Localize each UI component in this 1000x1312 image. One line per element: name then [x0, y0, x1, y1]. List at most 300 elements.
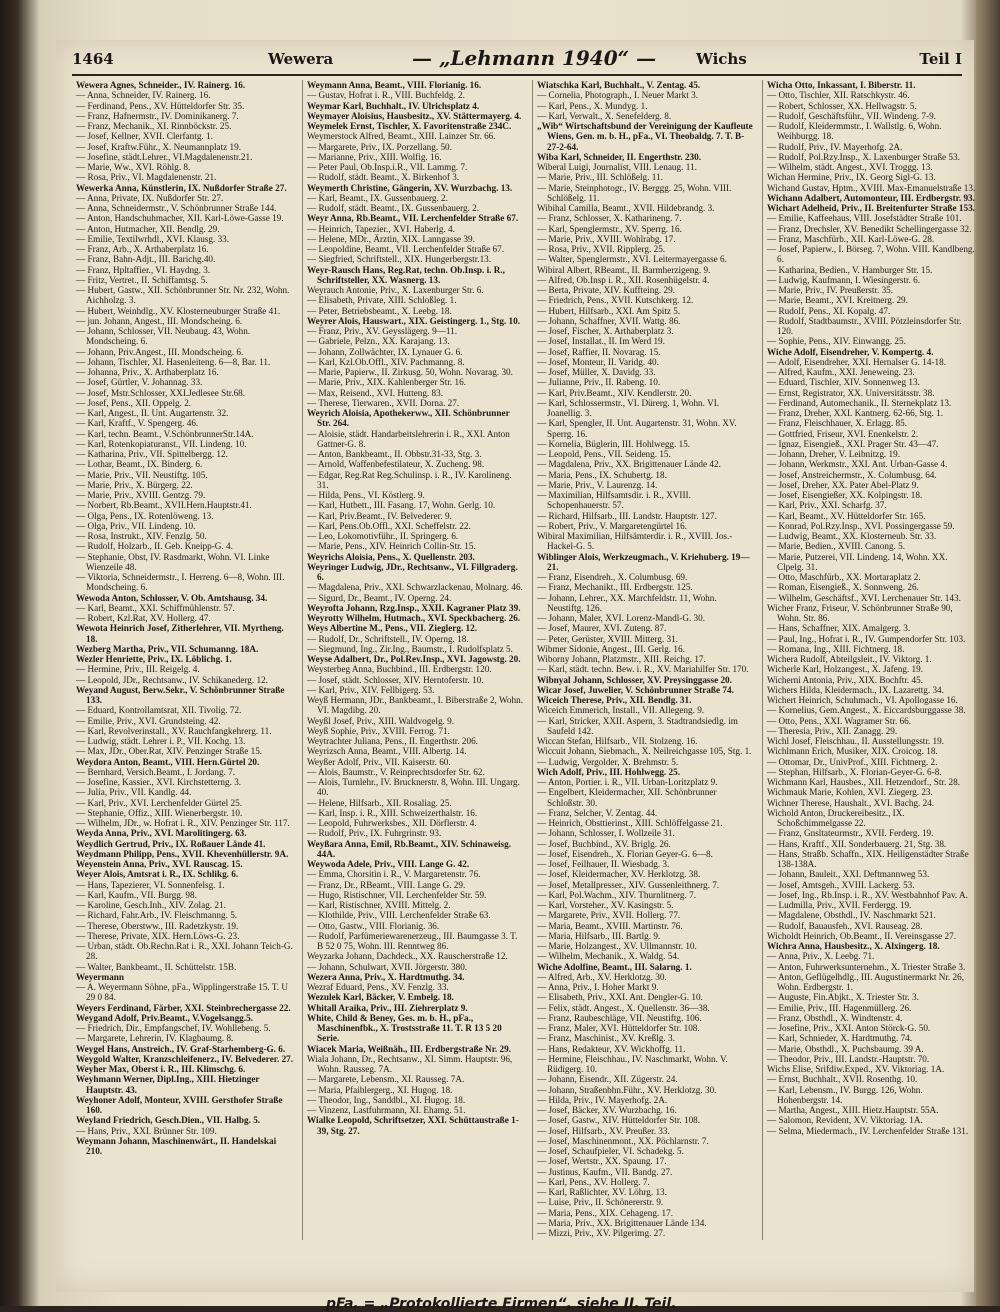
directory-entry: Wiacek Maria, Weißnäh., III. Erdbergstraße Nr. 29. — [307, 1043, 512, 1054]
directory-entry: — Karl, Kaufm., VII. Burgg. 98. — [76, 889, 197, 900]
directory-entry: — Helene, Hilfsarb., XII. Rosaliag. 25. — [307, 797, 452, 808]
directory-entry: Wicherni Antonia, Priv., XIX. Bochftr. 45. — [767, 674, 923, 685]
directory-columns — [72, 80, 976, 1240]
directory-entry: — Josef, Hilfsarb., XV. Preußer. 33. — [537, 1125, 670, 1136]
directory-entry: — Anna, Schneidermstr., V. Schönbrunner Straße 144. — [76, 203, 277, 213]
directory-entry: Weymerth Christine, Gängerin, XV. Wurzbachg. 13. — [307, 182, 513, 193]
directory-entry: — Josef, Gastw., XIV. Hütteldorfer Str. 108. — [537, 1115, 701, 1126]
directory-entry: — Vinzenz, Lastfuhrmann, XI. Ehamg. 51. — [307, 1105, 466, 1115]
directory-entry: — Josef, Maurer, XVI. Zuteng. 87. — [537, 623, 667, 634]
directory-entry: Weyrizsch Anna, Beamt., VIII. Albertg. 14. — [307, 746, 467, 757]
directory-entry: — Josefine, Kassier., XVI. Kirchstetterng. 3. — [76, 777, 242, 787]
directory-entry: — Margarete, Priv., XVII. Hollerg. 77. — [537, 910, 681, 921]
directory-entry: — Rudolf, Dr., Schriftstell., IV. Operng. 18. — [307, 633, 469, 644]
directory-entry: — Siegfried, Schriftstell., XIX. Hungerbergstr.13. — [307, 254, 492, 265]
directory-entry: Weyher Max, Oberst i. R., III. Klimschg. 6. — [76, 1064, 246, 1074]
directory-entry: — Gottfried, Friseur, XVI. Enenkelstr. 2. — [767, 428, 919, 439]
directory-entry: Weydora Anton, Beamt., VIII. Hern.Gürtel 20. — [76, 756, 260, 767]
directory-entry: Weyrofta Johann, Rzg.Insp., XXII. Kagraner Platz 39. — [307, 602, 521, 613]
directory-entry: — Richard, Hilfsarb., III. Landstr. Hauptstr. 127. — [537, 510, 717, 521]
directory-entry: Weymar Karl, Buchhalt., IV. Ulrichsplatz 4. — [307, 100, 480, 111]
directory-entry: Wibiral Maximilian, Hilfsämterdir. i. R., XVIII. Jos.-Hackel-G. 5. — [537, 531, 733, 552]
directory-entry: Weyrotty Wilhelm, Hutmach., XVI. Speckbacherg. 26. — [307, 613, 521, 623]
directory-entry: — Heinrich, Tapezier., XVI. Haberlg. 4. — [307, 223, 455, 234]
directory-entry: — Therese, Tierwaren., XVII. Dorna. 27. — [307, 397, 460, 408]
directory-entry: — Leopold, Fuhrwerksbes., XII. Dörflerstr. 4. — [307, 818, 477, 828]
directory-entry: — Anton, Handschuhmacher, XII. Karl-Löwe-Gasse 19. — [76, 213, 284, 224]
directory-entry: — Franz, Maschfürb., XII. Karl-Löwe-G. 28. — [767, 233, 935, 244]
directory-entry: — Karl, Spengler, II. Unt. Augartenstr. 31, Wohn. XV. Sperrg. 16. — [537, 418, 737, 439]
directory-entry: Wichmauk Marie, Kohlen, XVI. Ziegerg. 23. — [767, 787, 933, 798]
directory-entry: — Lothar, Beamt., IX. Binderg. 6. — [76, 459, 203, 470]
directory-entry: — Ignaz, Eisengieß., XXI. Prager Str. 43—47. — [767, 438, 939, 449]
directory-entry: — Karl, Rotenkopiaturanst., VII. Lindeng. 10. — [76, 438, 247, 449]
directory-entry: — Franz, Dr., RBeamt., VIII. Lange G. 29. — [307, 879, 466, 890]
directory-entry: — Anna, Priv., X. Leebg. 71. — [767, 951, 875, 962]
directory-entry: — Bernhard, Versich.Beamt., I. Jordang. 7. — [76, 766, 236, 777]
directory-entry: Wiceich Therese, Priv., XII. Bendlg. 31. — [537, 695, 692, 705]
directory-entry: — Olga, Pens., IX. Rotenlöweng. 13. — [76, 510, 214, 521]
directory-entry: Weyringer Ludwig, JDr., Rechtsanw., VI. Fillgraderg. 6. — [307, 561, 518, 582]
directory-entry: — Roman, Eisengieß., X. Sonnweng. 26. — [767, 582, 919, 593]
directory-entry: — Magdalene, Obsthdl., IV. Naschmarkt 521. — [767, 910, 936, 921]
directory-entry: — Emilie, Kaffeehaus, VIII. Josefstädter Straße 101. — [767, 213, 962, 224]
directory-entry: — Franz, Bahn-Adjt., III. Barichg.40. — [76, 254, 216, 265]
directory-entry: — Rosa, Priv., VI. Magdalenenstr. 21. — [76, 172, 217, 183]
directory-entry: — Hermine, Fleischhau., IV. Naschmarkt, Wohn. V. Rüdigerg. 10. — [537, 1053, 728, 1074]
directory-entry: — Konrad, Pol.Rzy.Insp., XVI. Possingergasse 59. — [767, 520, 955, 531]
directory-entry: Whitall Araika, Priv., III. Ziehrerplatz 9. — [307, 1002, 468, 1013]
directory-entry: Wichert Heinrich, Schuhmach., VI. Apollogasse 16. — [767, 695, 958, 705]
directory-entry: Weyenstein Anna, Priv., XVI. Rauscag. 15. — [76, 859, 243, 869]
directory-entry: Wezraf Eduard, Pens., XV. Fenzlg. 33. — [307, 982, 449, 992]
directory-entry: — Johann, Straßenbhn.Führ., XV. Herklotzg. 30. — [537, 1084, 717, 1095]
directory-entry: — Marie, Priv., XVIII. Gentzg. 79. — [76, 490, 206, 500]
directory-entry: — Hans, Kraftf., XII. Sonderbauerg. 21, Stg. 38. — [767, 838, 947, 849]
directory-entry: — Gustav, Hofrat i. R., VIII. Buchfeldg. 2. — [307, 90, 465, 101]
directory-entry: — Ludwig, Beamt., XX. Klosterneub. Str. 33. — [767, 531, 937, 541]
directory-entry: — Johann, Lehrer., XX. Marchfeldstr. 11, Wohn. Neustiftg. 126. — [537, 592, 717, 613]
directory-entry: — Edgar, Reg.Rat Reg.Schulinsp. i. R., IV. Karolineng. 31. — [307, 469, 512, 490]
directory-entry: — Eduard, Tischler, XIV. Sonnenweg 13. — [767, 377, 920, 388]
directory-entry: Wiberal Luigi, Journalist, VIII. Lenaug. 11. — [537, 162, 697, 172]
directory-entry: Weyrich Aloisia, Apothekerww., XII. Schönbrunner Str. 264. — [307, 408, 510, 429]
directory-entry: — Berta, Private, XIV. Kuffteing. 29. — [537, 285, 675, 295]
directory-entry: — Walter, Bankbeamt., II. Schüttelstr. 15B. — [76, 961, 237, 972]
footer-note: pFa. = „Protokollierte Firmen“, siehe II. Teil. — [326, 1296, 677, 1312]
directory-entry: — Marie, Priv., VII. Neustiftg. 105. — [76, 469, 208, 480]
directory-entry: — Hubert, Gastw., XII. Schönbrunner Str. Nr. 232, Wohn. Aichholzg. 3. — [76, 285, 290, 306]
directory-entry: Weyzarka Johann, Dachdeck., XX. Rauscherstraße 12. — [307, 951, 508, 962]
directory-entry: Wibmer Sidonie, Angest., III. Gerlg. 16. — [537, 643, 685, 654]
directory-entry: White, Child & Beney, Ges. m. b. H., pFa., Maschinenfbk., X. Trostsstraße 11. T. R 13 5 20 Serie. — [307, 1012, 502, 1044]
directory-entry: — Josef, Müller, X. Davidg. 33. — [537, 367, 656, 377]
directory-entry: — Sophie, Pens., XIV. Einwangg. 25. — [767, 336, 906, 347]
directory-entry: — Franz, Selcher, V. Zentag. 44. — [537, 807, 658, 818]
directory-entry: — Marie, Ww., XVI. Röhlg. 8. — [76, 162, 191, 172]
directory-entry: — Adolf, Eisendreher, XXI. Hernalser G. 14-18. — [767, 356, 946, 367]
directory-entry: Wichan Hermine, Priv., IX. Georg Sigl-G. 13. — [767, 172, 936, 183]
column-2 — [302, 80, 528, 1240]
directory-entry: Wichlmann Erich, Musiker, XIX. Croicog. 18. — [767, 746, 938, 757]
directory-entry: — Karl, Hutbett., III. Fasang. 17, Wohn. Gerlg. 10. — [307, 500, 496, 511]
directory-entry: — Rudolf, Bauausfeh., XVI. Rauseag. 28. — [767, 920, 923, 931]
directory-entry: — Ernst, Buchhalt., XVII. Rosenthg. 10. — [767, 1074, 918, 1085]
directory-entry: — Karl, Vorsteher., XV. Kasingstr. 5. — [537, 900, 674, 910]
directory-entry: — Hugo, Ristischner, VII. Lerchenfelder Str. 59. — [307, 889, 487, 900]
directory-entry: — Karl, Priv., XVI. Lerchenfelder Gürtel 25. — [76, 797, 242, 808]
directory-entry: — Paul, Ing., Hofrat i. R., IV. Gumpendorfer Str. 103. — [767, 633, 966, 644]
directory-entry: Weyr-Rausch Hans, Reg.Rat, techn. Ob.Insp. i. R., Schriftsteller, XX. Wasnerg. 13. — [307, 264, 505, 285]
directory-entry: Weymelek Ernst, Tischler, X. Favoritenstraße 234C. — [307, 121, 512, 131]
directory-entry: — Robert, Priv., V. Margaretengürtel 16. — [537, 520, 687, 531]
directory-entry: Weyse Adalbert, Dr., Pol.Rev.Insp., XVI. Jagowstg. 20. — [307, 654, 521, 664]
directory-entry: — Gabriele, Pelzn., XX. Karajang. 13. — [307, 336, 450, 347]
directory-entry: — Rudolf, städt. Beamt., IX. Gussenbauerg. 2. — [307, 203, 480, 213]
directory-entry: — Karl, Schnieder, X. Hardtmuthg. 74. — [767, 1033, 913, 1044]
directory-entry: — Franz, Drechsler, XV. Benedikt Schellingergasse 32. — [767, 223, 972, 234]
directory-entry: — Anna, Schneider, IV. Rainerg. 16. — [76, 90, 211, 101]
directory-entry: — Marie, Beamt., XVI. Kreitnerg. 29. — [767, 295, 908, 306]
directory-entry: — Franz, Mechanik., XI. Rinnböckstr. 25. — [76, 121, 232, 131]
directory-entry: — Hilda, Pens., VI. Köstlerg. 9. — [307, 490, 425, 500]
directory-entry: — Anna, Priv., I. Hoher Markt 9. — [537, 982, 659, 992]
directory-entry: — Maria, Pens., IX. Schubertg. 18. — [537, 469, 667, 480]
directory-entry: Wiba Karl, Schneider, II. Engerthstr. 230. — [537, 151, 702, 162]
directory-entry: — Maria, Beamt., XVIII. Martinstr. 76. — [537, 920, 683, 931]
directory-entry: — Johann, Tischler, XI. Hasenleiteng. 6—8, Bar. 11. — [76, 356, 271, 367]
directory-entry: — Romana, Ing., XIII. Fichtnerg. 18. — [767, 643, 905, 654]
directory-entry: Weyhmann Werner, Dipl.Ing., XIII. Hietzinger Hauptstr. 43. — [76, 1074, 260, 1095]
directory-entry: Weymayer Aloisius, Hausbesitz., XV. Stättermayerg. 4. — [307, 110, 522, 121]
directory-entry: Wibihal Camilla, Beamt., XVII. Hildebrandg. 3. — [537, 203, 715, 213]
directory-entry: — Josefine, städt.Lehrer., VI.Magdalenenstr.21. — [76, 151, 253, 162]
directory-entry: Wiche Adolfine, Beamt., III. Salarng. 1. — [537, 961, 692, 972]
directory-entry: — Auguste, Fin.Abjkt., X. Triester Str. 3. — [767, 992, 919, 1003]
directory-entry: — Friedrich, Dir., Empfangschef, IV. Wohllebeng. 5. — [76, 1023, 271, 1033]
directory-entry: — Johann, Priv.Angest., III. Mondscheing. 6. — [76, 346, 244, 357]
directory-entry: — Franz, Hafnermstr., IV. Dominikanerg. 7. — [76, 110, 239, 121]
column-1 — [72, 80, 297, 1240]
directory-entry: — Karl, Pens., XV. Hollerg. 7. — [537, 1176, 650, 1187]
directory-entry: — Rudolf, städt. Beamt., X. Birkenhof 3. — [307, 172, 460, 183]
directory-entry: — Marie, Papierw., II. Zirkusg. 50, Wohn. Novarag. 30. — [307, 367, 513, 377]
directory-entry: — Anton, Fuhrwerksunternehm., X. Triester Straße 3. — [767, 961, 966, 972]
directory-entry: — Marie, Pens., XIV. Heinrich Collin-Str. 15. — [307, 541, 476, 552]
directory-entry: — Sigurd, Dr., Beamt., IV. Operng. 24. — [307, 592, 452, 603]
directory-entry: Weyer Alois, Amtsrat i. R., IX. Schlikg. 6. — [76, 869, 239, 880]
directory-entry: — Margarete, Priv., IX. Porzellang. 50. — [307, 141, 452, 152]
directory-entry: Wezulek Karl, Bäcker, V. Embelg. 18. — [307, 992, 454, 1003]
directory-entry: — Ferdinand, Automechanik., II. Sternekplatz 13. — [767, 397, 952, 408]
directory-entry: — Karl, Kraftf., V. Spengerg. 46. — [76, 418, 199, 429]
directory-entry: Weyrer Alois, Hauswart., XIX. Geistingerg. 1., Stg. 10. — [307, 315, 521, 326]
directory-entry: — Fritz, Vertret., II. Schiffamtsg. 5. — [76, 274, 208, 285]
directory-entry: Weygold Walter, Kranzschleifenerz., IV. Belvederег. 27. — [76, 1053, 294, 1064]
directory-entry: — Josef, Mstr.Schlosser, XXI.Jedlesee Str.68. — [76, 387, 246, 398]
directory-entry: — Ludwig, Vergolder, X. Brehmstr. 5. — [537, 756, 679, 767]
directory-entry: — Ludmilla, Priv., XVII. Ferdergg. 19. — [767, 900, 912, 910]
directory-entry: — Justinus, Kaufm., VII. Bandg. 27. — [537, 1166, 673, 1177]
directory-entry: — Richard, Fahr.Arb., IV. Fleischmanng. 5. — [76, 910, 238, 921]
directory-entry: Wewerka Anna, Künstlerin, IX. Nußdorfer Straße 27. — [76, 182, 287, 193]
directory-entry: Wichers Hilda, Kleidermach., IX. Lazarettg. 34. — [767, 684, 944, 695]
directory-entry: — Franz, Dreher, XXI. Kantnerg. 62-66, Stg. 1. — [767, 408, 944, 418]
directory-entry: — Martha, Angest., XIII. Hietz.Hauptstr. 55A. — [767, 1105, 939, 1115]
directory-entry: — Josef, Raffier, II. Novarag. 15. — [537, 346, 661, 357]
directory-entry: — Helene, MDr., Ärztin, XIX. Lanngasse 39. — [307, 233, 475, 244]
directory-entry: — Maria, Hilfsarb., III. Bartlg. 9. — [537, 930, 661, 941]
directory-entry: — Rudolf, Kleidermmstr., I. Wallstlg. 6, Wohn. Weihburgg. 18. — [767, 121, 942, 142]
directory-entry: Wicar Josef, Juwelier, V. Schönbrunner Straße 74. — [537, 684, 734, 695]
directory-entry: — Josef, Maschinenmont., XX. Pöchlarnstr. 7. — [537, 1135, 709, 1146]
directory-entry: — Margarete, Lebensm., XI. Rausseg. 7A. — [307, 1074, 465, 1085]
directory-entry: — Urban, städt. Ob.Rechn.Rat i. R., XXI. Johann Teich-G. 28. — [76, 941, 293, 962]
directory-entry: — Franz, Raubeschläge, VII. Neustiftg. 106. — [537, 1012, 702, 1023]
directory-entry: Wichra Anna, Hausbesitz., X. Alxingerg. 18. — [767, 941, 940, 951]
directory-entry: — Hubert, Weinhdlg., XV. Klosterneuburger Straße 41. — [76, 305, 281, 316]
directory-entry: — Theodor, Ing., Sanddbl., XI. Hugog. 18. — [307, 1094, 466, 1105]
directory-entry: — Norbert, Rb.Beamt., XVII.Hern.Hauptstr.41. — [76, 500, 252, 511]
directory-entry: Wicholdt Heinrich, Ob.Beamt., II. Vereinsgasse 27. — [767, 930, 957, 941]
directory-entry: — Leopold, Pens., VII. Seideng. 15. — [537, 449, 671, 459]
directory-entry: — Hans, Schaffner, XIX. Amalgerg. 3. — [767, 623, 911, 634]
directory-entry: — Josef, Kraftw.Führ., X. Neumannplatz 19. — [76, 141, 242, 152]
directory-entry: — Josef, Ing., Rb.Insp. i. R., XV. Westbahnhof Pav. A. — [767, 889, 968, 900]
directory-entry: Wich Adolf, Priv., III. Hohlwegg. 25. — [537, 766, 681, 777]
directory-entry: — Ludwig, Kaufmann, I. Wiesingerstr. 6. — [767, 274, 921, 285]
directory-entry: — Leopold, JDr., Rechtsanw., IV. Schikanederg. 12. — [76, 674, 268, 685]
directory-entry: — Johann, Schaffner, XVII. Wattg. 86. — [537, 315, 681, 326]
directory-entry: — Otto, Tischler, XII. Ratschkystr. 46. — [767, 90, 910, 101]
directory-entry: Weyrichs Aloisia, Pens., X. Quellenstr. 203. — [307, 551, 475, 562]
directory-entry: Wibiral Albert, RBeamt., II. Barmherzigeng. 9. — [537, 264, 711, 275]
directory-entry: Weyßara Anna, Emil, Rb.Beamt., XIV. Schinaweisg. 44A. — [307, 838, 512, 859]
column-4 — [762, 80, 979, 1240]
directory-entry: Wichann Adalbert, Automonteur, III. Erdbergstr. 93. — [767, 192, 975, 203]
page-number: 1464 — [72, 50, 114, 68]
directory-entry: — Karoline, Gesch.Inh., XIV. Zolag. 21. — [76, 900, 226, 910]
directory-entry: Weygel Hans, Anstreich., IV. Graf-Starhemberg-G. 6. — [76, 1043, 286, 1054]
directory-entry: — Franz, Obsthdl., X. Windtenstr. 4. — [767, 1012, 903, 1023]
directory-entry: Wiccan Stefan, Hilfsarb., VII. Stolzeng. 16. — [537, 736, 698, 746]
directory-entry: — Anton, Portier. i. R., VII. Urban-Loritzplatz 9. — [537, 777, 718, 787]
header-rule — [72, 74, 962, 76]
directory-entry: — Josef, Papierw., I. Börseg. 7, Wohn. VIII. Kandlbeng. 6. — [767, 244, 975, 265]
directory-entry: Weyers Ferdinand, Färber, XXI. Steinbrechergasse 22. — [76, 1002, 291, 1013]
directory-entry: — Karl, Schlossermstr., VI. Dürerg. 1, Wohn. VI. Joanellig. 3. — [537, 397, 720, 418]
directory-entry: — Karl, Priv., XXI. Scharfg. 37. — [767, 500, 887, 511]
directory-entry: — Robert, Schlosser, XX. Hellwagstr. 5. — [767, 100, 917, 111]
directory-entry: — Franz, Arb., X. Arthaberplatz 16. — [76, 244, 209, 254]
directory-entry: Wiborny Johann, Platzmstr., XIII. Reichg. 17. — [537, 654, 706, 664]
directory-entry: Weymann Johann, Maschinenwärt., II. Handelskai 210. — [76, 1135, 277, 1156]
directory-entry: — Therese, Private, XIX. Hern.Löws-G. 23. — [76, 930, 240, 941]
directory-entry: — Karl, Pens., X. Mundyg. 1. — [537, 100, 648, 111]
directory-entry: — Klothilde, Priv., VIII. Lerchenfelder Straße 63. — [307, 910, 491, 921]
directory-entry: Wiala Johann, Dr., Rechtsanw., XI. Simm. Hauptstr. 96, Wohn. Rausseg. 7A. — [307, 1053, 513, 1074]
directory-entry: — Karl, Raßlichter, XV. Löhrg. 13. — [537, 1187, 667, 1197]
directory-entry: Wibnyal Johann, Schlosser, XV. Preysinggasse 20. — [537, 674, 732, 685]
directory-entry: — Josef, Eisengießer, XX. Kolpingstr. 18. — [767, 490, 923, 500]
directory-entry: Wialke Leopold, Schriftsetzer, XXI. Schüttaustraße 1-39, Stg. 27. — [307, 1115, 519, 1136]
directory-entry: — Josef, Dreher, XX. Pater Abel-Platz 9. — [767, 479, 919, 490]
directory-entry: — Karl, Spenglermstr., XV. Sperrg. 16. — [537, 223, 682, 234]
directory-entry: Weyr Anna, Rb.Beamt., VII. Lerchenfelder Straße 67. — [307, 213, 519, 224]
directory-entry: — Johann, Maler, XVI. Lorenz-Mandl-G. 30. — [537, 613, 706, 623]
directory-entry: — Johann, Dreher, V. Leibnitzg. 19. — [767, 449, 900, 459]
directory-entry: — Josef, Installat., II. Im Werd 19. — [537, 336, 665, 347]
directory-entry: — jun. Johann, Angest., III. Mondscheing. 6. — [76, 315, 243, 326]
directory-entry: Weytrachter Juliana, Pens., II. Engerthstr. 206. — [307, 736, 478, 746]
column-3 — [532, 80, 758, 1240]
directory-entry: — Franz, Schlosser, X. Katharineng. 7. — [537, 213, 682, 224]
directory-entry: — Stephanie, Offiz., XIII. Wienerbergstr. 10. — [76, 807, 243, 818]
directory-entry: — Mizzi, Priv., XV. Pilgerimg. 27. — [537, 1228, 666, 1238]
directory-entry: — Marie, Priv., III. Schlößelg. 11. — [537, 172, 663, 183]
directory-entry: — Johann, Eisendr., XII. Zügerstr. 24. — [537, 1074, 678, 1085]
directory-entry: — Kornelia, Büglerin, III. Hohlwegg. 15. — [537, 438, 691, 449]
directory-entry: — Emma, Chorsitin i. R., V. Margaretenstr. 76. — [307, 869, 481, 880]
directory-entry: — Marianne, Priv., XIII. Wolfig. 16. — [307, 151, 442, 162]
header-left-keyword: Wewera — [268, 50, 334, 68]
directory-entry: — Franz, Priv., XV. Geysslägerg. 9—11. — [307, 326, 458, 336]
directory-entry: — Anton, Hutmacher, XII. Bendlg. 29. — [76, 223, 220, 234]
directory-entry: — Franz, Mechanikt., III. Erdbergstr. 125. — [537, 582, 693, 593]
directory-entry: Weyßer Adolf, Priv., VII. Kaiserstr. 60. — [307, 756, 451, 767]
directory-entry: — Aloisie, städt. Handarbeitslehrerin i. R., XXI. Anton Gattner-G. 8. — [307, 428, 510, 449]
directory-entry: — Marie, Priv., X. Bürgerg. 22. — [76, 479, 193, 490]
directory-entry: — Johann, Werkmstr., XXI. Ant. Urban-Gasse 4. — [767, 459, 948, 470]
directory-entry: Weysterbeg Anna, Buchbind., III. Erdbergstr. 120. — [307, 664, 492, 675]
directory-entry: — Johanna, Priv., X. Arthaberplatz 16. — [76, 367, 219, 377]
directory-entry: — Anton, Bankbeamt., II. Obbstr.31-33, Stg. 3. — [307, 449, 482, 459]
directory-entry: — Josef, Schaufpieler, VI. Schadekg. 5. — [537, 1146, 684, 1156]
directory-entry: — Luise, Priv., II. Schönererstr. 9. — [537, 1197, 664, 1208]
directory-entry: — Ferdinand, Pens., XV. Hütteldorfer Str. 35. — [76, 100, 245, 111]
directory-entry: Weygand Adolf, Priv.Beamt., V.Vogelsangg.5. — [76, 1012, 253, 1023]
directory-entry: — Hilda, Priv., IV. Mayerhofg. 2A. — [537, 1094, 668, 1105]
directory-entry: — Julia, Priv., VII. Kandlg. 44. — [76, 787, 192, 798]
directory-entry: Wicher Franz, Friseur, V. Schönbrunner Straße 90, Wohn. Str. 86. — [767, 602, 953, 623]
directory-entry: — Karl, Stricker, XXII. Aspern, 3. Stadtrandsiedlg. im Saufeld 142. — [537, 715, 738, 736]
directory-entry: — Karl, Verwalt., X. Senefelderg. 8. — [537, 110, 672, 121]
directory-entry: — Peter, Betriebsbeamt., X. Leebg. 18. — [307, 305, 452, 316]
directory-entry: — Hans, Priv., XXI. Brünner Str. 109. — [76, 1125, 217, 1136]
directory-entry: — Karl, Priv.Beamt., XIV. Kendlerstr. 20. — [537, 387, 692, 398]
directory-entry: — Alfred, Ob.Insp i. R., XII. Rosenhügelstr. 4. — [537, 274, 710, 285]
directory-entry: — Marie, Putzerei, VII. Lindeng. 14, Wohn. XX. Clpelg. 31. — [767, 551, 948, 572]
directory-entry: — Otto, Pens., XXI. Wagramer Str. 66. — [767, 715, 912, 726]
directory-entry: — Hubert, Hilfsarb., XXI. Am Spitz 5. — [537, 305, 681, 316]
directory-entry: — Siegmund, Ing., Zir.Ing., Baumstr., I. Rudolfsplatz 5. — [307, 643, 513, 654]
header-title: — „Lehmann 1940“ — — [412, 46, 657, 70]
directory-entry: — Franz, Maschinist., XV. Kreßlg. 3. — [537, 1033, 675, 1044]
header-part: Teil I — [919, 50, 962, 68]
directory-entry: — Franz, Gnsltateurmstr., XVII. Ferderg. 19. — [767, 828, 934, 839]
directory-entry: — Hans, Redakteur, XV. Wickhoffg. 11. — [537, 1043, 686, 1054]
directory-entry: — Johann, Schulwart, XVII. Jörgerstr. 380. — [307, 961, 468, 972]
directory-entry: — Josef, Kellner, XVII. Clerfantg. 1. — [76, 131, 213, 142]
directory-entry: Wewera Agnes, Schneider., IV. Rainerg. 16. — [76, 80, 246, 90]
directory-entry: — Josef, Anstreichermstr., X. Columbusg. 64. — [767, 469, 937, 480]
directory-entry: — Maria, Priv., XX. Brigittenauer Lände 134. — [537, 1217, 707, 1228]
directory-entry: Wiceich Emmerich, Install., VII. Allegeng. 9. — [537, 705, 705, 716]
directory-entry: Weymann Anna, Beamt., VIII. Florianig. 16. — [307, 80, 482, 90]
directory-entry: — Karl, Angest., II. Unt. Augartenstr. 32. — [76, 408, 229, 418]
directory-entry: Wicha Otto, Inkassant, I. Biberstr. 11. — [767, 80, 916, 90]
directory-entry: — Karl, Priv., XIV. Fellbigerg. 53. — [307, 684, 435, 695]
directory-entry: — Julianne, Priv., II. Rabeng. 10. — [537, 377, 661, 388]
directory-entry: Wichart Adelheid, Priv., II. Breitenfurter Straße 153. — [767, 203, 975, 213]
directory-entry: — Josef, Gürtler, V. Johannag. 33. — [76, 377, 203, 388]
directory-entry: — Leopoldine, Beamt., VII. Lerchenfelder Straße 67. — [307, 244, 505, 254]
directory-entry: — Ludwig, städt. Lehrer i. P., VII. Kochg. 13. — [76, 736, 246, 746]
directory-entry: — Cornelia, Photograph., I. Neuer Markt 3. — [537, 90, 699, 101]
directory-entry: Weywoda Adele, Priv., VIII. Lange G. 42. — [307, 859, 470, 869]
directory-entry: — Rudolf, Priv., IV. Mayerhofg. 2A. — [767, 141, 903, 152]
directory-entry: Weyrauch Antonie, Priv., X. Laxenburger Str. 6. — [307, 285, 484, 295]
directory-entry: — Rosa, Instrukt., XIV. Fenzlg. 50. — [76, 531, 207, 541]
directory-entry: — Therese, Oberstww., III. Radetzkystr. 19. — [76, 920, 239, 931]
directory-entry: — Katharina, Priv., VII. Spittelbergg. 12. — [76, 449, 228, 459]
directory-entry: — Ottomar, Dr., UnivProf., XIII. Fichtnerg. 2. — [767, 756, 938, 767]
directory-entry: Wichner Therese, Haushalt., XVI. Bachg. 24. — [767, 797, 935, 808]
directory-entry: — Josef, Wertstr., XX. Spaung. 17. — [537, 1156, 667, 1167]
directory-entry: Weyßl Josef, Priv., XIII. Waldvogelg. 9. — [307, 715, 455, 726]
directory-entry: — Elisabeth, Priv., XXI. Ant. Dengler-G. 10. — [537, 992, 703, 1003]
directory-entry: — Franz, Maler, XVI. Hütteldorfer Str. 108. — [537, 1023, 700, 1033]
directory-entry: — Wilhelm, Geschäftsf., XVI. Lerchenauer Str. 143. — [767, 592, 961, 603]
directory-entry: — Josef, Pens., XII. Oppelg. 2. — [76, 397, 192, 408]
directory-entry: — Selma, Miedermach., IV. Lerchenfelder Straße 131. — [767, 1125, 969, 1136]
directory-entry: — Olga, Priv., VII. Lindeng. 10. — [76, 520, 196, 531]
directory-entry: — Maximilian, Hilfsamtsdir. i. R., XVIII. Schopenhauerstr. 57. — [537, 490, 691, 511]
directory-entry: — Josef, städt. Schlosser, XIV. Herntoferstr. 10. — [307, 674, 484, 685]
directory-entry: — Alfred, Kaufm., XXI. Jeneweing. 23. — [767, 367, 915, 377]
directory-entry: — Katharina, Bedien., V. Hamburger Str. 15. — [767, 264, 933, 275]
directory-page — [56, 40, 976, 1312]
directory-entry: — Marie, Bedien., XVIII. Canong. 5. — [767, 541, 906, 552]
directory-entry: Weydmann Philipp, Pens., XVII. Khevenhüllerstr. 9A. — [76, 848, 289, 859]
directory-entry: — Josef, Eisendreh., X. Florian Geyer-G. 6—8. — [537, 848, 713, 859]
directory-entry: — Johann, Schlosser, I. Wollzeile 31. — [537, 828, 675, 839]
directory-entry: — Wilhelm, JDr., w. Hofrat i. R., XIV. Penzinger Str. 117. — [76, 818, 290, 828]
directory-entry: — Emilie, Priv., III. Hagenmüllerg. 26. — [767, 1002, 912, 1013]
directory-entry: Wicherle Karl, Holzangest., X. Jafeng. 19. — [767, 664, 924, 675]
directory-entry: — Karl, Pens.Ob.Offl., XXI. Scheffelstr. 22. — [307, 520, 471, 531]
directory-entry: — Max, JDr., Ober.Rat, XIV. Penzinger Straße 15. — [76, 746, 263, 757]
directory-entry: — Marie, Priv., V. Laurenzg. 14. — [537, 479, 658, 490]
directory-entry: — Josef, Amtsgeh., XVIII. Lackerg. 53. — [767, 879, 915, 890]
directory-entry: — Franz, Fleischhauer, X. Erlagg. 85. — [767, 418, 907, 429]
directory-entry: — Marie, Priv., XVIII. Wohlrabg. 17. — [537, 233, 676, 244]
directory-entry: — Anton, Geflügelhdlg., III. Augustinermarkt Nr. 26, Wohn. Erdbergstr. 1. — [767, 971, 964, 992]
directory-entry: — Theresia, Priv., XII. Zanagg. 29. — [767, 725, 898, 736]
directory-entry: — Josef, Kleidermacher, XV. Herklotzg. 38. — [537, 869, 701, 880]
directory-entry: — Stephanie, Obst, IV. Rasdmarkt, Wohn. VI. Linke Wienzeile 48. — [76, 551, 270, 572]
directory-entry: — Otto, Gastw., VIII. Florianig. 36. — [307, 920, 440, 931]
directory-entry: Wichand Gustav, Hptm., XVIII. Max-Emanuelstraße 13. — [767, 182, 976, 193]
directory-entry: — Wilhelm, städt. Angest., XVI. Troggg. 13. — [767, 162, 933, 172]
directory-entry: — Marie, Priv., IV. Preußerstr. 35. — [767, 285, 894, 295]
directory-entry: — Peter, Gerüster, XVIII. Mitterg. 31. — [537, 633, 678, 644]
directory-entry: — Karl, Lebensm., IV. Burgg. 126, Wohn. Hohenbergstr. 14. — [767, 1084, 923, 1105]
directory-entry: — Rudolf, Pol.Rzy.Insp., X. Laxenburger Straße 53. — [767, 151, 960, 162]
directory-entry: — Viktoria, Schneidermstr., I. Herreng. 6—8, Wohn. III. Mondscheing. 6. — [76, 572, 285, 593]
directory-entry: — Leo, Lokomotivführ., II. Springerg. 6. — [307, 531, 459, 541]
directory-entry: — Karl, techn. Beamt., V.SchönbrunnerStr.14A. — [76, 428, 254, 439]
